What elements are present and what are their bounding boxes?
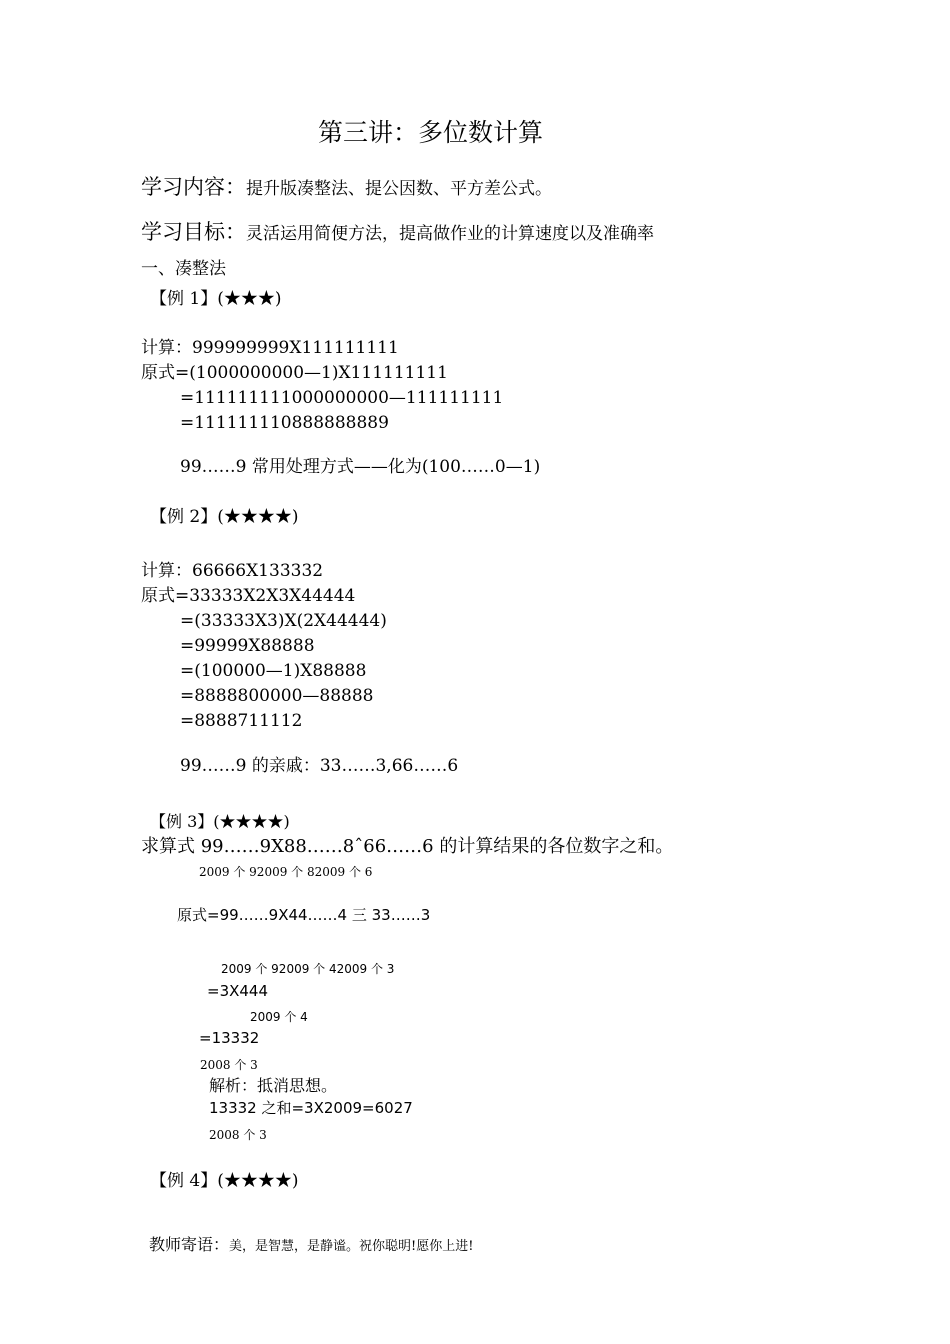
- footer: [149, 1237, 473, 1253]
- learning-content-text: 提升版凑整法、提公因数、平方差公式。: [246, 179, 552, 199]
- section-heading: 一、凑整法: [141, 259, 226, 279]
- example-2-note: 99……9 的亲戚：33……3,66……6: [180, 756, 459, 776]
- learning-goal-text: 灵活运用简便方法，提高做作业的计算速度以及准确率: [246, 224, 654, 244]
- learning-content: [141, 177, 552, 198]
- example-2-header: 【例 2】(★★★★): [150, 507, 299, 527]
- example-3-header: 【例 3】(★★★★): [150, 812, 290, 831]
- learning-goal-label: 学习目标：: [141, 220, 246, 244]
- example-2-line: =(33333X3)X(2X44444): [180, 611, 387, 631]
- example-3-subscript-3: 2008 个 3: [200, 1058, 258, 1072]
- example-1-line: =111111110888888889: [180, 413, 389, 433]
- example-3-subscript-1: 2009 个 92009 个 42009 个 3: [221, 962, 395, 976]
- example-2-line: 原式=33333X2X3X44444: [141, 586, 356, 606]
- example-3-line-1: =3X444: [207, 982, 269, 1000]
- footer-label: 教师寄语：: [149, 1235, 230, 1254]
- example-3-question-subscript: 2009 个 92009 个 82009 个 6: [199, 865, 373, 879]
- example-2-line: =8888711112: [180, 711, 303, 731]
- example-1-header: 【例 1】(★★★): [150, 289, 282, 309]
- footer-text: 美，是智慧，是静谧。祝你聪明!愿你上进!: [229, 1239, 474, 1254]
- example-3-subscript-2: 2009 个 4: [250, 1010, 308, 1024]
- example-3-subscript-4: 2008 个 3: [209, 1128, 267, 1142]
- example-3-analysis: 解析：抵消思想。: [209, 1076, 338, 1095]
- example-3-question: 求算式 99……9X88……8ˆ66……6 的计算结果的各位数字之和。: [141, 836, 674, 857]
- page-title: 第三讲：多位数计算: [318, 118, 544, 147]
- example-2-line: 计算：66666X133332: [141, 561, 324, 581]
- example-1-note: 99……9 常用处理方式——化为(100……0—1): [180, 457, 541, 477]
- example-1-line: 计算：999999999X111111111: [141, 338, 399, 358]
- example-1-line: 原式=(1000000000—1)X111111111: [141, 363, 448, 383]
- example-2-line: =99999X88888: [180, 636, 315, 656]
- example-3-original: 原式=99……9X44……4 三 33……3: [177, 906, 431, 924]
- example-3-sum: 13332 之和=3X2009=6027: [209, 1099, 413, 1117]
- example-1-line: =111111111000000000—111111111: [180, 388, 504, 408]
- learning-goal: [141, 222, 654, 243]
- example-3-line-2: =13332: [199, 1029, 260, 1047]
- example-2-line: =(100000—1)X88888: [180, 661, 367, 681]
- example-4-header: 【例 4】(★★★★): [150, 1171, 299, 1191]
- learning-content-label: 学习内容：: [141, 175, 246, 199]
- example-2-line: =8888800000—88888: [180, 686, 374, 706]
